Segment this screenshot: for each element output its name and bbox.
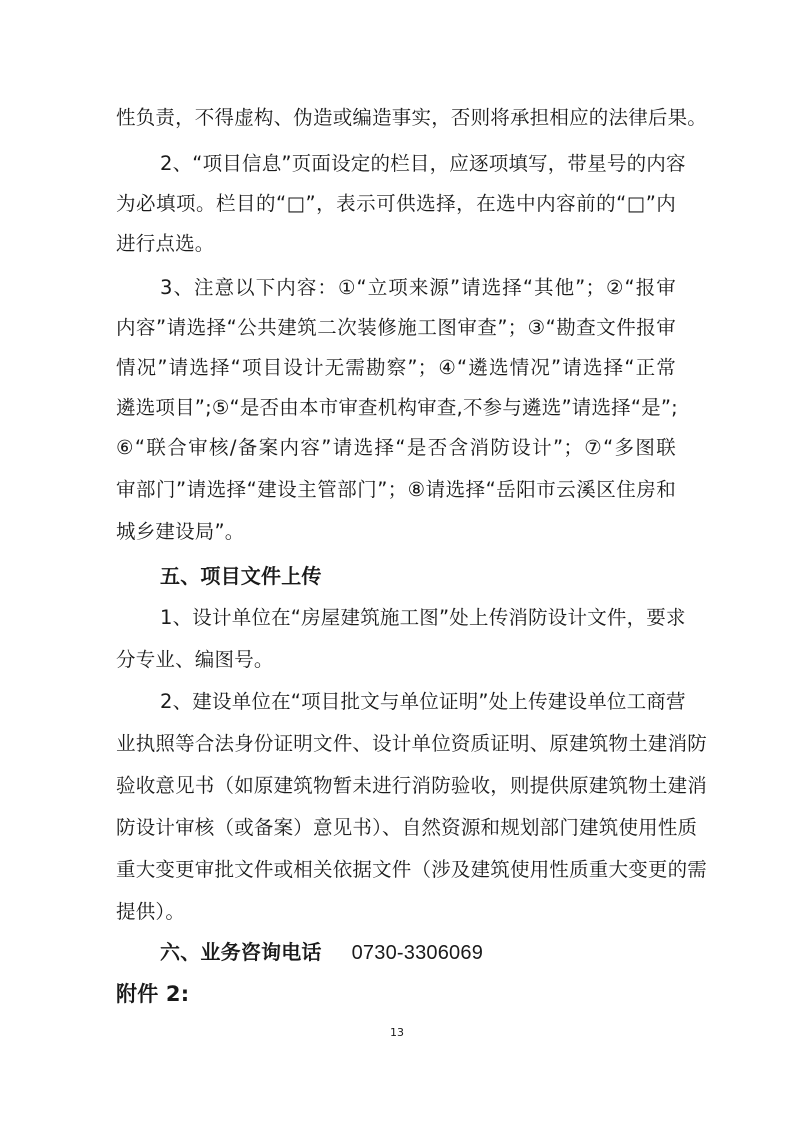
paragraph-3-line-5: ⑥“联合审核/备案内容”请选择“是否含消防设计”；⑦“多图联 [116,436,676,459]
section-6-heading [160,940,483,965]
paragraph-3-line-2: 内容”请选择“公共建筑二次装修施工图审查”；③“勘查文件报审 [116,316,676,339]
section-5-para-2-line-5: 重大变更审批文件或相关依据文件（涉及建筑使用性质重大变更的需 [116,858,708,881]
paragraph-1-line-1: 性负责，不得虚构、伪造或编造事实，否则将承担相应的法律后果。 [116,106,708,129]
section-5-para-1-line-2: 分专业、编图号。 [116,648,274,671]
paragraph-3-line-1: 3、注意以下内容：①“立项来源”请选择“其他”；②“报审 [160,276,676,299]
consultation-phone-number: 0730-3306069 [351,942,484,964]
paragraph-3-line-3: 情况”请选择“项目设计无需勘察”；④“遴选情况”请选择“正常 [116,356,676,379]
section-5-title: 五、项目文件上传 [160,564,322,588]
paragraph-2-line-2: 为必填项。栏目的“□”，表示可供选择，在选中内容前的“□”内 [116,192,676,215]
paragraph-2-line-1: 2、“项目信息”页面设定的栏目，应逐项填写，带星号的内容 [160,152,686,175]
section-5-para-2-line-4: 防设计审核（或备案）意见书）、自然资源和规划部门建筑使用性质 [116,816,698,839]
section-5-para-2-line-6: 提供）。 [116,900,186,923]
section-6-title: 六、业务咨询电话 [160,940,322,964]
paragraph-3-line-7: 城乡建设局”。 [116,520,245,543]
section-5-para-2-line-3: 验收意见书（如原建筑物暂未进行消防验收，则提供原建筑物土建消 [116,774,708,797]
section-5-para-2-line-1: 2、建设单位在“项目批文与单位证明”处上传建设单位工商营 [160,690,686,713]
section-5-para-2-line-2: 业执照等合法身份证明文件、设计单位资质证明、原建筑物土建消防 [116,732,708,755]
paragraph-2-line-3: 进行点选。 [116,232,215,255]
paragraph-3-line-4: 遴选项目”;⑤“是否由本市审查机构审查,不参与遴选”请选择“是”; [116,396,678,419]
page-number: 13 [390,1026,404,1039]
section-5-para-1-line-1: 1、设计单位在“房屋建筑施工图”处上传消防设计文件，要求 [160,606,686,629]
paragraph-3-line-6: 审部门”请选择“建设主管部门”；⑧请选择“岳阳市云溪区住房和 [116,478,676,501]
attachment-label: 附件 2: [116,982,190,1006]
